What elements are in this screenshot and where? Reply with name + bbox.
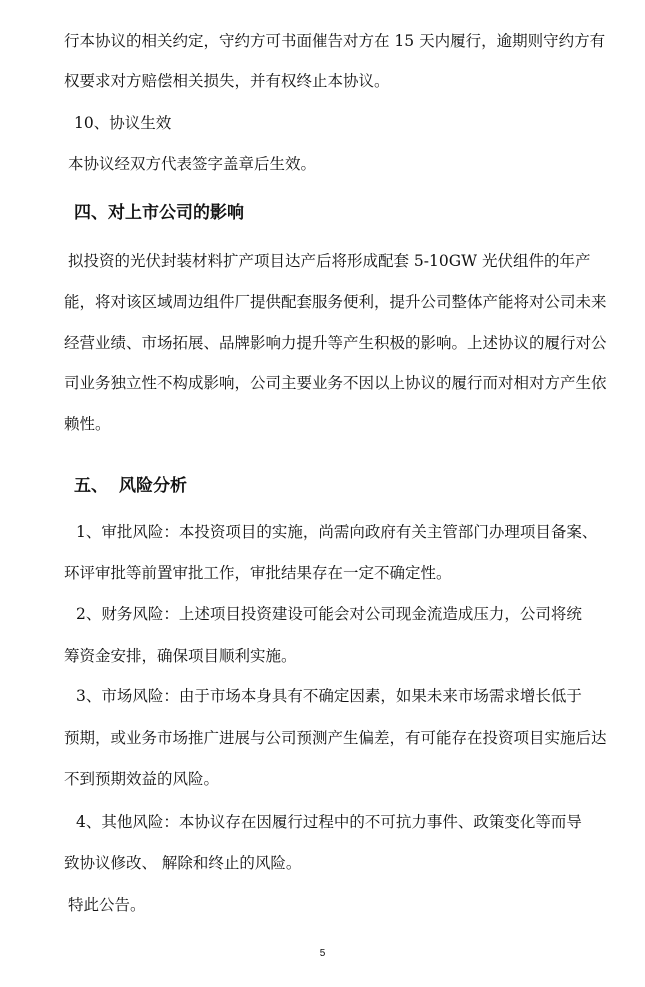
paragraph-line: 4、其他风险：本协议存在因履行过程中的不可抗力事件、政策变化等而导	[76, 813, 582, 831]
clause-title: 10、协议生效	[74, 114, 172, 132]
paragraph-line: 1、审批风险：本投资项目的实施，尚需向政府有关主管部门办理项目备案、	[76, 523, 598, 541]
paragraph-line: 司业务独立性不构成影响，公司主要业务不因以上协议的履行而对相对方产生依	[64, 374, 607, 392]
section-heading: 四、对上市公司的影响	[74, 203, 244, 223]
page-number: 5	[319, 948, 326, 959]
paragraph-line: 本协议经双方代表签字盖章后生效。	[68, 155, 317, 173]
paragraph-line: 致协议修改、 解除和终止的风险。	[64, 854, 302, 872]
paragraph-line: 2、财务风险：上述项目投资建设可能会对公司现金流造成压力，公司将统	[76, 605, 582, 623]
closing-line: 特此公告。	[68, 896, 146, 914]
paragraph-line: 权要求对方赔偿相关损失，并有权终止本协议。	[64, 72, 390, 90]
paragraph-line: 预期，或业务市场推广进展与公司预测产生偏差，有可能存在投资项目实施后达	[64, 729, 607, 747]
section-heading: 风险分析	[119, 476, 187, 496]
paragraph-line: 3、市场风险：由于市场本身具有不确定因素，如果未来市场需求增长低于	[76, 687, 582, 705]
paragraph-line: 赖性。	[64, 415, 111, 433]
paragraph-line: 筹资金安排，确保项目顺利实施。	[64, 647, 297, 665]
paragraph-line: 拟投资的光伏封装材料扩产项目达产后将形成配套 5-10GW 光伏组件的年产	[68, 252, 591, 270]
section-number: 五、	[74, 476, 108, 496]
paragraph-line: 行本协议的相关约定，守约方可书面催告对方在 15 天内履行，逾期则守约方有	[64, 32, 606, 50]
paragraph-line: 能，将对该区域周边组件厂提供配套服务便利，提升公司整体产能将对公司未来	[64, 293, 607, 311]
paragraph-line: 经营业绩、市场拓展、品牌影响力提升等产生积极的影响。上述协议的履行对公	[64, 334, 607, 352]
paragraph-line: 环评审批等前置审批工作，审批结果存在一定不确定性。	[64, 564, 452, 582]
paragraph-line: 不到预期效益的风险。	[64, 770, 220, 788]
